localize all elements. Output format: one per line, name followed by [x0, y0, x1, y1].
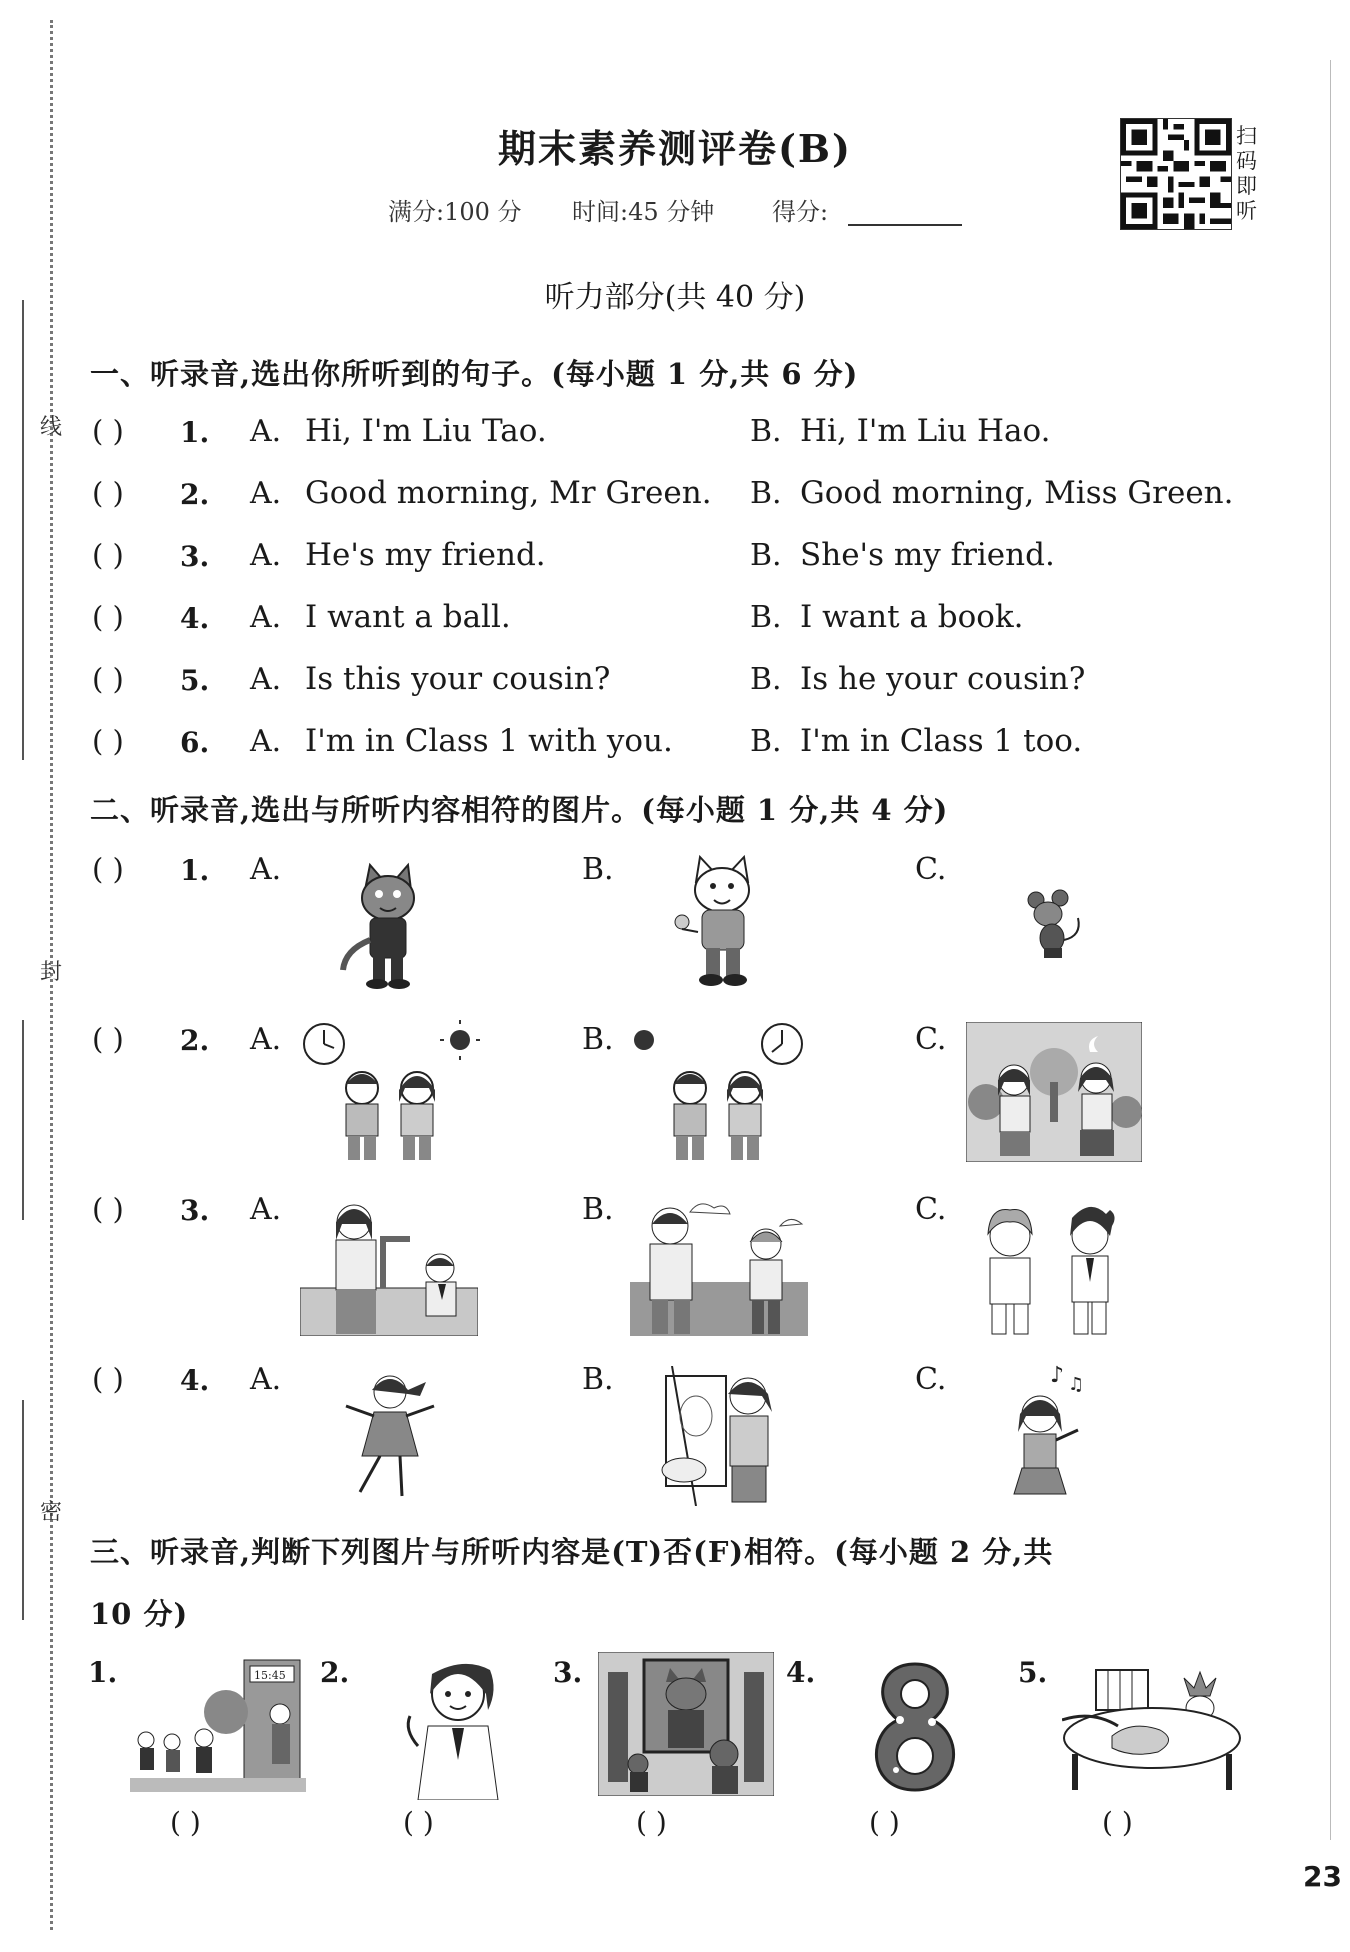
- section3-title-line1: 三、听录音,判断下列图片与所听内容是(T)否(F)相符。(每小题 2 分,共: [90, 1535, 1054, 1569]
- score-blank[interactable]: [848, 224, 962, 226]
- qr-caption: 扫码即听: [1236, 124, 1257, 223]
- item-number: 2.: [320, 1656, 350, 1689]
- margin-label-xian: 线: [40, 415, 63, 440]
- margin-label-feng: 封: [40, 960, 63, 985]
- option-a-letter: A.: [250, 1022, 282, 1057]
- option-a-letter: A.: [250, 476, 282, 511]
- margin-label-mi: 密: [40, 1500, 63, 1525]
- girl-waving-picture[interactable]: [398, 1650, 508, 1800]
- option-c-letter: C.: [915, 1192, 947, 1227]
- binding-bar: [22, 1020, 24, 1220]
- option-b-text: Good morning, Miss Green.: [800, 475, 1234, 511]
- option-a-text: Good morning, Mr Green.: [305, 475, 712, 511]
- answer-paren[interactable]: ( ): [92, 662, 124, 696]
- cleaning-table-picture[interactable]: [1062, 1660, 1242, 1792]
- option-a-letter: A.: [250, 600, 282, 635]
- option-c-letter: C.: [915, 852, 947, 887]
- mouse-picture[interactable]: [1020, 888, 1090, 968]
- option-b-text: She's my friend.: [800, 537, 1055, 573]
- answer-paren[interactable]: ( ): [92, 414, 124, 448]
- answer-paren[interactable]: ( ): [92, 476, 124, 510]
- answer-paren[interactable]: ( ): [92, 1192, 124, 1226]
- option-b-letter: B.: [582, 1362, 614, 1397]
- option-a-text: Hi, I'm Liu Tao.: [305, 413, 547, 449]
- option-a-letter: A.: [250, 852, 282, 887]
- item-number: 3.: [180, 540, 210, 573]
- option-b-letter: B.: [750, 414, 782, 449]
- dancing-girl-picture[interactable]: [340, 1366, 440, 1502]
- option-a-letter: A.: [250, 1192, 282, 1227]
- option-b-letter: B.: [750, 476, 782, 511]
- answer-paren[interactable]: ( ): [92, 538, 124, 572]
- answer-paren[interactable]: ( ): [92, 724, 124, 758]
- listening-title: 听力部分(共 40 分): [544, 280, 806, 315]
- white-cat-with-flower-picture[interactable]: [668, 852, 778, 992]
- two-kids-morning-picture[interactable]: [302, 1018, 482, 1163]
- item-number: 4.: [180, 602, 210, 635]
- answer-paren[interactable]: ( ): [403, 1806, 434, 1839]
- answer-paren[interactable]: ( ): [92, 1362, 124, 1396]
- item-number: 1.: [180, 416, 210, 449]
- item-number: 5.: [1018, 1656, 1048, 1689]
- option-a-text: Is this your cousin?: [305, 661, 611, 697]
- option-b-letter: B.: [750, 662, 782, 697]
- item-number: 2.: [180, 478, 210, 511]
- answer-paren[interactable]: ( ): [92, 1022, 124, 1056]
- option-a-letter: A.: [250, 662, 282, 697]
- option-b-letter: B.: [582, 1022, 614, 1057]
- kids-at-door-picture[interactable]: [130, 1656, 306, 1796]
- option-b-letter: B.: [750, 724, 782, 759]
- teacher-and-boy-picture[interactable]: [300, 1196, 478, 1336]
- wall-clock-text: 15:45: [254, 1669, 286, 1682]
- item-number: 1.: [180, 854, 210, 887]
- answer-paren[interactable]: ( ): [1102, 1806, 1133, 1839]
- full-score: 满分:100 分: [388, 198, 522, 226]
- item-number: 3.: [180, 1194, 210, 1227]
- page-number: 23: [1303, 1860, 1342, 1893]
- option-b-letter: B.: [750, 600, 782, 635]
- item-number: 2.: [180, 1024, 210, 1057]
- number-eight-picture[interactable]: [860, 1660, 970, 1794]
- score-label: 得分:: [772, 198, 829, 226]
- man-and-boy-picture[interactable]: [630, 1196, 808, 1336]
- answer-paren[interactable]: ( ): [170, 1806, 201, 1839]
- right-border-line: [1330, 60, 1331, 1840]
- two-girls-evening-picture[interactable]: [966, 1022, 1142, 1162]
- item-number: 5.: [180, 664, 210, 697]
- cat-and-mouse-picture[interactable]: [598, 1652, 774, 1796]
- girl-painting-picture[interactable]: [656, 1366, 786, 1506]
- option-b-text: Hi, I'm Liu Hao.: [800, 413, 1051, 449]
- option-a-text: I want a ball.: [305, 599, 511, 635]
- singing-girl-picture[interactable]: [1000, 1364, 1110, 1504]
- option-b-letter: B.: [582, 1192, 614, 1227]
- option-b-text: I want a book.: [800, 599, 1024, 635]
- option-b-letter: B.: [582, 852, 614, 887]
- item-number: 3.: [553, 1656, 583, 1689]
- option-b-text: I'm in Class 1 too.: [800, 723, 1083, 759]
- binding-bar: [22, 1400, 24, 1620]
- tabby-cat-picture[interactable]: [335, 860, 435, 990]
- option-a-text: I'm in Class 1 with you.: [305, 723, 673, 759]
- option-c-letter: C.: [915, 1022, 947, 1057]
- section2-title: 二、听录音,选出与所听内容相符的图片。(每小题 1 分,共 4 分): [90, 793, 949, 827]
- option-a-letter: A.: [250, 1362, 282, 1397]
- svg-text:♪: ♪: [1050, 1364, 1065, 1388]
- option-c-letter: C.: [915, 1362, 947, 1397]
- two-kids-afternoon-picture[interactable]: [630, 1018, 810, 1163]
- answer-paren[interactable]: ( ): [869, 1806, 900, 1839]
- option-a-letter: A.: [250, 414, 282, 449]
- svg-text:♫: ♫: [1068, 1374, 1085, 1395]
- exam-title: 期末素养测评卷(B): [497, 126, 853, 171]
- exam-time: 时间:45 分钟: [572, 198, 715, 226]
- answer-paren[interactable]: ( ): [636, 1806, 667, 1839]
- option-b-letter: B.: [750, 538, 782, 573]
- section3-title-line2: 10 分): [90, 1597, 189, 1631]
- answer-paren[interactable]: ( ): [92, 600, 124, 634]
- item-number: 6.: [180, 726, 210, 759]
- item-number: 1.: [88, 1656, 118, 1689]
- option-a-text: He's my friend.: [305, 537, 546, 573]
- item-number: 4.: [180, 1364, 210, 1397]
- section1-title: 一、听录音,选出你所听到的句子。(每小题 1 分,共 6 分): [90, 357, 859, 391]
- qr-code-icon[interactable]: [1120, 118, 1232, 230]
- binding-bar: [22, 300, 24, 760]
- option-a-letter: A.: [250, 538, 282, 573]
- option-b-text: Is he your cousin?: [800, 661, 1086, 697]
- boy-and-girl-picture[interactable]: [960, 1196, 1138, 1336]
- item-number: 4.: [786, 1656, 816, 1689]
- option-a-letter: A.: [250, 724, 282, 759]
- answer-paren[interactable]: ( ): [92, 852, 124, 886]
